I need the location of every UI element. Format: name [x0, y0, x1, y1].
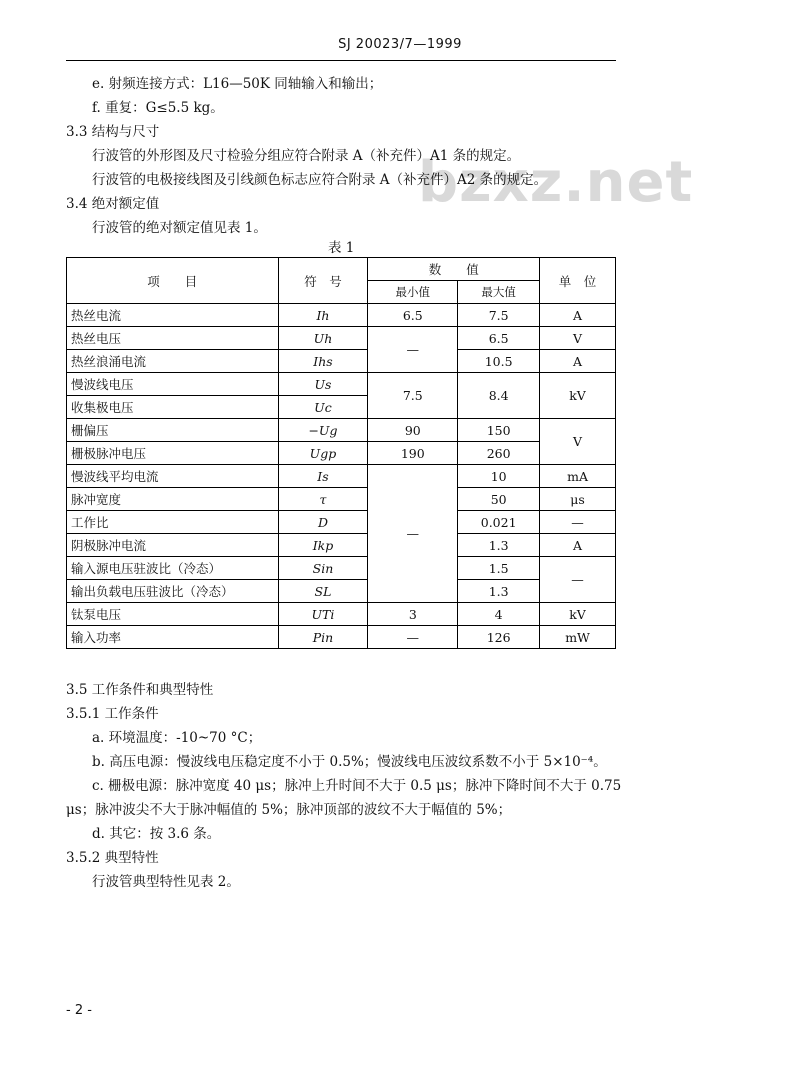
page-number: - 2 - [66, 1003, 92, 1018]
condition-d: d. 其它：按 3.6 条。 [92, 826, 221, 842]
para-3-3-b: 行波管的电极接线图及引线颜色标志应符合附录 A（补充件）A2 条的规定。 [92, 172, 548, 188]
table-row: 工作比 D 0.021 — [67, 511, 616, 534]
table-row: 热丝电压 Uh — 6.5 V [67, 327, 616, 350]
section-3-3-heading: 3.3 结构与尺寸 [66, 124, 160, 140]
condition-c-line2: μs；脉冲波尖不大于脉冲幅值的 5%；脉冲顶部的波纹不大于幅值的 5%； [66, 802, 512, 818]
table-row: 热丝浪涌电流 Ihs 10.5 A [67, 350, 616, 373]
header-min: 最小值 [368, 281, 458, 304]
table-row: 收集极电压 Uc [67, 396, 616, 419]
header-rule [66, 60, 616, 61]
table-row: 慢波线平均电流 Is — 10 mA [67, 465, 616, 488]
section-3-4-heading: 3.4 绝对额定值 [66, 196, 160, 212]
condition-c-line1: c. 栅极电源：脉冲宽度 40 μs；脉冲上升时间不大于 0.5 μs；脉冲下降时间不大于 0.75 [92, 778, 622, 794]
section-3-5-heading: 3.5 工作条件和典型特性 [66, 682, 214, 698]
item-f: f. 重复：G≤5.5 kg。 [92, 100, 224, 116]
table-row: 钛泵电压 UTi 3 4 kV [67, 603, 616, 626]
table-1 [66, 257, 616, 649]
para-3-5-2: 行波管典型特性见表 2。 [92, 874, 240, 890]
header-unit: 单 位 [540, 258, 616, 304]
table-1-title: 表 1 [328, 240, 355, 256]
condition-a: a. 环境温度：-10~70 °C； [92, 730, 262, 746]
watermark: bzxz.net [418, 150, 694, 215]
section-3-5-1-heading: 3.5.1 工作条件 [66, 706, 159, 722]
header-item: 项 目 [67, 258, 279, 304]
header-max: 最大值 [458, 281, 540, 304]
table-row: 阴极脉冲电流 Ikp 1.3 A [67, 534, 616, 557]
header-symbol: 符 号 [278, 258, 368, 304]
document-header: SJ 20023/7—1999 [338, 37, 462, 52]
table-row: 输入源电压驻波比（冷态） Sin 1.5 — [67, 557, 616, 580]
header-value: 数 值 [368, 258, 540, 281]
table-row: 热丝电流 Ih 6.5 7.5 A [67, 304, 616, 327]
para-3-4: 行波管的绝对额定值见表 1。 [92, 220, 267, 236]
table-row: 栅极脉冲电压 Ugp 190 260 [67, 442, 616, 465]
section-3-5-2-heading: 3.5.2 典型特性 [66, 850, 159, 866]
table-row: 脉冲宽度 τ 50 μs [67, 488, 616, 511]
table-row: 输出负载电压驻波比（冷态） SL 1.3 [67, 580, 616, 603]
table-row: 输入功率 Pin — 126 mW [67, 626, 616, 649]
para-3-3-a: 行波管的外形图及尺寸检验分组应符合附录 A（补充件）A1 条的规定。 [92, 148, 521, 164]
table-row: 栅偏压 −Ug 90 150 V [67, 419, 616, 442]
table-row: 慢波线电压 Us 7.5 8.4 kV [67, 373, 616, 396]
condition-b: b. 高压电源：慢波线电压稳定度不小于 0.5%；慢波线电压波纹系数不小于 5×10⁻⁴。 [92, 754, 607, 770]
item-e: e. 射频连接方式：L16—50K 同轴输入和输出； [92, 76, 383, 92]
